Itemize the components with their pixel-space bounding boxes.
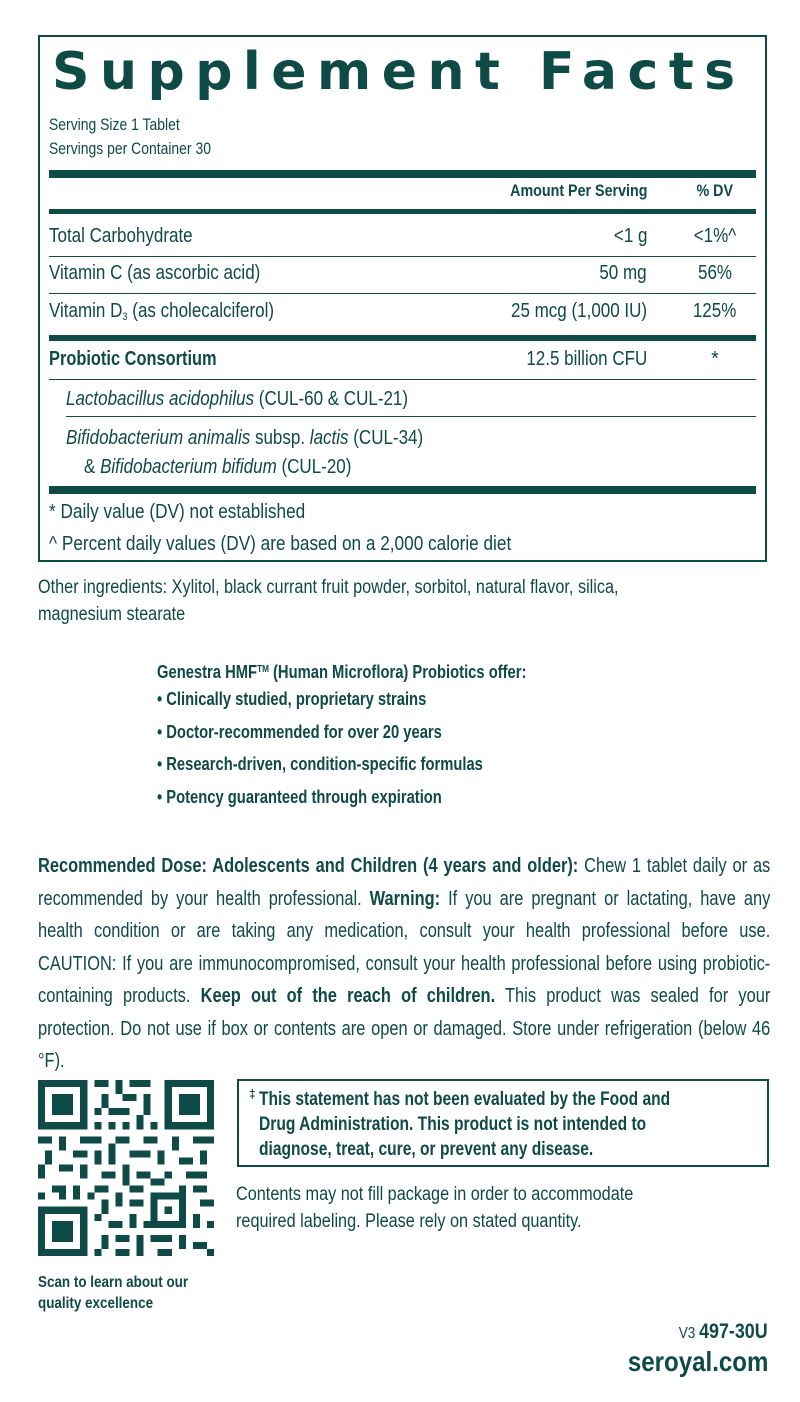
footnote-percent: ^ Percent daily values (DV) are based on a 2,000 calorie diet bbox=[49, 533, 512, 555]
medium-divider bbox=[49, 335, 756, 341]
servings-per-container: Servings per Container 30 bbox=[49, 139, 211, 158]
probiotic-name: Probiotic Consortium bbox=[49, 348, 217, 370]
offer-bullet: • Doctor-recommended for over 20 years bbox=[157, 722, 442, 742]
nutrient-row bbox=[49, 261, 298, 285]
offer-bullet: • Potency guaranteed through expiration bbox=[157, 787, 442, 807]
qr-caption: Scan to learn about our quality excellence bbox=[38, 1274, 189, 1312]
strain-row: Lactobacillus acidophilus (CUL-60 & CUL-21) bbox=[66, 388, 409, 410]
medium-divider bbox=[49, 209, 756, 214]
strain-row: Bifidobacterium animalis subsp. lactis (CUL-34) bbox=[66, 427, 424, 449]
thick-divider bbox=[49, 170, 756, 178]
strain-row: & Bifidobacterium bifidum (CUL-20) bbox=[84, 456, 352, 478]
nutrient-row bbox=[49, 224, 218, 248]
supplement-facts-panel bbox=[38, 35, 767, 562]
probiotic-amount: 12.5 billion CFU bbox=[526, 348, 647, 370]
col-amount-header: Amount Per Serving bbox=[509, 181, 647, 200]
fda-line: diagnose, treat, cure, or prevent any disease. bbox=[259, 1139, 594, 1160]
other-ingredients-line: magnesium stearate bbox=[38, 604, 186, 625]
offer-bullet: • Research-driven, condition-specific formulas bbox=[157, 754, 483, 774]
double-dagger-mark: ‡ bbox=[249, 1087, 256, 1101]
version-label: V3 bbox=[679, 1325, 696, 1342]
row-divider bbox=[49, 256, 756, 257]
website-link[interactable]: seroyal.com bbox=[627, 1346, 768, 1377]
serving-size: Serving Size 1 Tablet bbox=[49, 115, 180, 134]
nutrient-name: Vitamin C (as ascorbic acid) bbox=[49, 262, 261, 284]
nutrient-amount: <1 g bbox=[613, 225, 647, 247]
nutrient-row bbox=[49, 299, 314, 329]
row-divider bbox=[66, 416, 756, 417]
code-label: 497-30U bbox=[699, 1320, 768, 1343]
nutrient-amount: 25 mcg (1,000 IU) bbox=[510, 300, 647, 322]
nutrient-dv: <1%^ bbox=[693, 225, 737, 247]
dose-paragraph: Recommended Dose: Adolescents and Children (4 years and older): Chew 1 tablet daily or as recommended by your health professional. Warning: If you are pregnant or lactating, have any health condition or are taking any medication, consult your health professional before use. CAUTION: If you are immunocompromised, consult your health professional before using probiotic-containing products. Keep out of the reach of children. This product was sealed for your protection. Do not use if box or contents are open or damaged. Store under refrigeration (below 46 °F). bbox=[38, 855, 771, 1072]
nutrient-name: Vitamin $D_3$ (as cholecalciferol) bbox=[49, 300, 275, 323]
col-dv-header: % DV bbox=[696, 181, 734, 200]
fda-line: This statement has not been evaluated by the Food and bbox=[259, 1089, 671, 1110]
probiotic-dv: * bbox=[711, 348, 719, 370]
offer-bullet: • Clinically studied, proprietary strains bbox=[157, 689, 427, 709]
nutrient-amount: 50 mg bbox=[599, 262, 647, 284]
product-code bbox=[663, 1320, 768, 1344]
qr-code-icon[interactable] bbox=[38, 1080, 214, 1256]
contents-note: required labeling. Please rely on stated quantity. bbox=[236, 1211, 582, 1232]
panel-title: Supplement Facts bbox=[52, 42, 746, 102]
other-ingredients-line: Other ingredients: Xylitol, black currant fruit powder, sorbitol, natural flavor, silica, bbox=[38, 577, 619, 598]
fda-statement-box bbox=[237, 1079, 769, 1167]
probiotic-row bbox=[49, 347, 253, 371]
row-divider bbox=[49, 293, 756, 294]
nutrient-dv: 56% bbox=[697, 262, 733, 284]
nutrient-name: Total Carbohydrate bbox=[49, 225, 193, 247]
nutrient-dv: 125% bbox=[693, 300, 737, 322]
contents-note: Contents may not fill package in order to accommodate bbox=[236, 1184, 634, 1205]
row-divider bbox=[49, 379, 756, 380]
offer-heading: Genestra HMF™ (Human Microflora) Probiotics offer: bbox=[157, 662, 527, 682]
fda-line: Drug Administration. This product is not intended to bbox=[259, 1114, 647, 1135]
footnote-dv: * Daily value (DV) not established bbox=[49, 501, 306, 523]
thick-divider bbox=[49, 486, 756, 494]
